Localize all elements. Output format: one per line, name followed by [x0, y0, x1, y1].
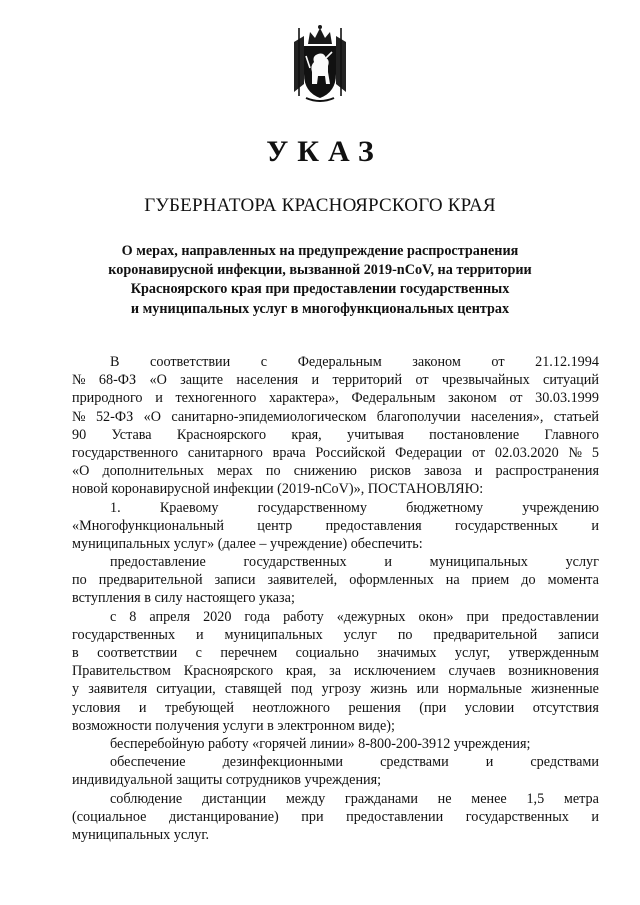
body-word: 30.03.1999	[535, 390, 599, 407]
body-word: дополнительных	[102, 463, 204, 480]
body-word: услуг,	[454, 645, 491, 661]
body-word: за	[329, 663, 341, 680]
body-line	[72, 517, 599, 535]
body-word: муниципальных	[224, 626, 323, 643]
body-word: Федеральным	[351, 390, 436, 407]
body-word: и	[591, 517, 599, 534]
body-word: Федерации	[395, 444, 463, 461]
body-line: бесперебойную работу «горячей линии» 8-800-200-3912 учреждения;	[110, 735, 531, 752]
body-word: с	[260, 354, 268, 370]
body-word: Красноярского	[176, 426, 267, 443]
body-word: по	[72, 572, 87, 589]
body-word: предоставления	[325, 517, 422, 534]
body-word: Правительством	[72, 663, 171, 680]
body-word: обеспечение	[110, 754, 186, 771]
body-word: жизнь	[370, 681, 408, 698]
body-word: под	[290, 681, 313, 698]
body-word: условии	[464, 699, 515, 716]
body-word: записи	[214, 572, 256, 589]
body-word: государственных	[465, 808, 569, 825]
body-line	[72, 790, 599, 808]
body-word: в	[72, 645, 79, 661]
body-word: Российской	[315, 444, 386, 461]
body-word: соответствии	[97, 645, 178, 661]
body-word: законом	[448, 390, 497, 407]
body-word: у	[72, 681, 80, 698]
body-word: территорий	[332, 372, 403, 389]
body-line	[72, 644, 599, 662]
body-word: перечнем	[220, 645, 278, 661]
body-word: природного	[72, 390, 143, 407]
body-line	[72, 753, 599, 771]
body-line: индивидуальной защиты сотрудников учреждения;	[72, 772, 382, 789]
body-word: №	[72, 372, 86, 389]
body-word: менее	[471, 790, 507, 807]
body-word: на	[445, 572, 460, 589]
body-word: дистанцирование)	[168, 808, 279, 825]
body-word: предоставлении	[346, 808, 444, 825]
body-word: №	[72, 408, 86, 425]
body-word: Красноярского	[183, 663, 274, 680]
body-line: новой коронавирусной инфекции (2019-nCoV)», ПОСТАНОВЛЯЮ:	[72, 481, 484, 498]
body-word: соответствии	[150, 354, 231, 370]
body-word: учреждению	[522, 499, 599, 516]
body-word: значимых	[377, 645, 437, 661]
body-word: государственных	[72, 626, 176, 643]
body-word: предварительной	[433, 626, 538, 643]
body-word: года	[244, 608, 271, 625]
body-word: государственного	[72, 444, 179, 461]
subject-line: Красноярского края при предоставлении государственных	[130, 281, 510, 298]
body-word: и	[138, 699, 147, 716]
subject-line: и муниципальных услуг в многофункциональных центрах	[130, 300, 510, 317]
body-word: при	[301, 808, 324, 825]
body-word: санитарно-эпидемиологическом	[171, 408, 367, 425]
body-word: края,	[285, 663, 317, 680]
body-word: требующей	[164, 699, 234, 716]
body-word: рисков	[370, 463, 411, 480]
body-word: прием	[471, 572, 510, 589]
body-word: и	[311, 372, 320, 389]
body-word: при	[466, 608, 489, 625]
body-word: населения»,	[471, 408, 544, 425]
body-line	[72, 371, 599, 389]
body-word: и	[155, 390, 163, 407]
body-word: и	[384, 554, 392, 571]
body-word: населения	[236, 372, 299, 389]
body-word: с	[195, 645, 202, 661]
body-word: 5	[591, 444, 599, 461]
body-word: и	[195, 626, 204, 643]
body-word: чрезвычайных	[441, 372, 530, 389]
body-word: 90	[72, 426, 87, 443]
body-word: «О	[149, 372, 167, 389]
body-word: государственных	[243, 554, 347, 571]
body-word: (при	[419, 699, 447, 716]
subject-line: коронавирусной инфекции, вызванной 2019-nCoV, на территории	[108, 262, 532, 279]
body-line	[72, 808, 599, 826]
body-word: средствами	[530, 754, 599, 771]
body-line	[72, 408, 599, 426]
body-word: «дежурных	[336, 608, 406, 625]
body-word: работу	[283, 608, 324, 625]
body-word: предварительной	[98, 572, 203, 589]
body-word: или	[416, 681, 439, 698]
body-word: жизненные	[531, 681, 599, 698]
body-word: учитывая	[346, 426, 404, 443]
body-word: записи	[558, 626, 599, 643]
body-word: социально	[295, 645, 359, 661]
coat-of-arms-icon	[288, 22, 352, 104]
body-word: средствами	[380, 754, 449, 771]
body-word: постановление	[429, 426, 520, 443]
body-word: оформленных	[349, 572, 434, 589]
body-word: центр	[257, 517, 293, 534]
body-word: Главного	[544, 426, 599, 443]
body-word: возникновения	[508, 663, 599, 680]
body-word: 52-ФЗ	[95, 408, 134, 425]
body-word: услуг	[343, 626, 377, 643]
body-word: завоза	[424, 463, 462, 480]
body-word: защите	[180, 372, 224, 389]
body-word: врача	[272, 444, 306, 461]
body-word: неотложного	[252, 699, 330, 716]
body-word: дистанции	[201, 790, 267, 807]
body-word: ситуации,	[156, 681, 216, 698]
body-word: между	[285, 790, 326, 807]
body-word: с	[110, 608, 117, 625]
body-line	[72, 426, 599, 444]
body-word: снижению	[293, 463, 357, 480]
body-word: ситуаций	[543, 372, 599, 389]
body-word: Федеральным	[297, 354, 382, 370]
body-word: заявителей,	[267, 572, 338, 589]
body-word: по	[265, 463, 281, 480]
body-line	[72, 353, 599, 371]
body-word: мерах	[216, 463, 253, 480]
body-word: соблюдение	[110, 790, 183, 807]
decree-subject	[0, 242, 640, 319]
body-word: исключением	[353, 663, 436, 680]
subject-line: О мерах, направленных на предупреждение распространения	[121, 243, 519, 259]
body-word: санитарного	[187, 444, 263, 461]
body-word: предоставление	[110, 554, 206, 571]
body-line	[72, 389, 599, 407]
body-word: момента	[547, 572, 599, 589]
issuing-authority: ГУБЕРНАТОРА КРАСНОЯРСКОГО КРАЯ	[144, 195, 496, 216]
body-word: В	[110, 354, 120, 370]
body-word: «Многофункциональный	[72, 517, 224, 534]
body-word: Краевому	[159, 499, 219, 516]
body-word: случаев	[448, 663, 496, 680]
body-word: «О	[143, 408, 161, 425]
decree-body	[72, 353, 599, 844]
body-line	[72, 499, 599, 517]
body-word: 21.12.1994	[535, 354, 599, 370]
body-word: отсутствия	[532, 699, 599, 716]
body-word: и	[591, 808, 599, 825]
body-word: от	[415, 372, 429, 389]
body-word: края,	[291, 426, 322, 443]
body-word: законом	[412, 354, 461, 370]
body-word: от	[509, 390, 523, 407]
body-word: 02.03.2020	[494, 444, 559, 461]
body-word: Устава	[111, 426, 152, 443]
body-word: муниципальных	[429, 554, 528, 571]
body-word: апреля	[149, 608, 191, 625]
body-word: техногенного	[175, 390, 257, 407]
body-word: до	[521, 572, 536, 589]
body-word: условия	[72, 699, 121, 716]
body-word: гражданами	[344, 790, 418, 807]
body-word: ставящей	[224, 681, 282, 698]
body-word: характера»,	[268, 390, 339, 407]
body-line	[72, 626, 599, 644]
body-line: муниципальных услуг.	[72, 826, 210, 843]
body-word: и	[474, 463, 483, 480]
body-word: от	[491, 354, 505, 370]
body-line: вступления в силу настоящего указа;	[72, 590, 295, 607]
body-word: угрозу	[321, 681, 362, 698]
body-word: от	[471, 444, 486, 461]
body-word: 1,5	[526, 790, 545, 807]
body-line: возможности получения услуги в электронном виде);	[72, 717, 395, 734]
body-word: государственных	[454, 517, 559, 534]
body-word: 2020	[203, 608, 232, 625]
body-word: распространения	[495, 463, 599, 480]
body-word: 8	[129, 608, 137, 625]
body-line: муниципальных услуг» (далее – учреждение) обеспечить:	[72, 535, 423, 552]
body-word: статьей	[553, 408, 599, 425]
body-word: услуг	[565, 554, 599, 571]
body-word: заявителя	[88, 681, 148, 698]
body-word: не	[437, 790, 452, 807]
body-word: метра	[563, 790, 599, 807]
body-word: бюджетному	[406, 499, 484, 516]
body-word: 1.	[110, 499, 121, 516]
body-word: 68-ФЗ	[98, 372, 137, 389]
body-word: предоставлении	[501, 608, 599, 625]
body-line	[72, 553, 599, 571]
body-word: решения	[348, 699, 401, 716]
body-word: «О	[72, 463, 90, 480]
body-word: государственному	[257, 499, 367, 516]
body-word: нормальные	[448, 681, 522, 698]
body-word: и	[485, 754, 494, 771]
body-word: окон»	[418, 608, 454, 625]
body-word: №	[568, 444, 583, 461]
body-line	[72, 680, 599, 698]
body-word: (социальное	[72, 808, 147, 825]
body-word: утвержденным	[508, 645, 599, 661]
body-line	[72, 462, 599, 480]
body-line	[72, 571, 599, 589]
body-line	[72, 699, 599, 717]
body-word: по	[397, 626, 413, 643]
document-title: УКАЗ	[266, 135, 383, 168]
body-word: благополучии	[376, 408, 461, 425]
body-word: дезинфекционными	[222, 754, 344, 771]
body-line	[72, 608, 599, 626]
body-line	[72, 662, 599, 680]
body-line	[72, 444, 599, 462]
